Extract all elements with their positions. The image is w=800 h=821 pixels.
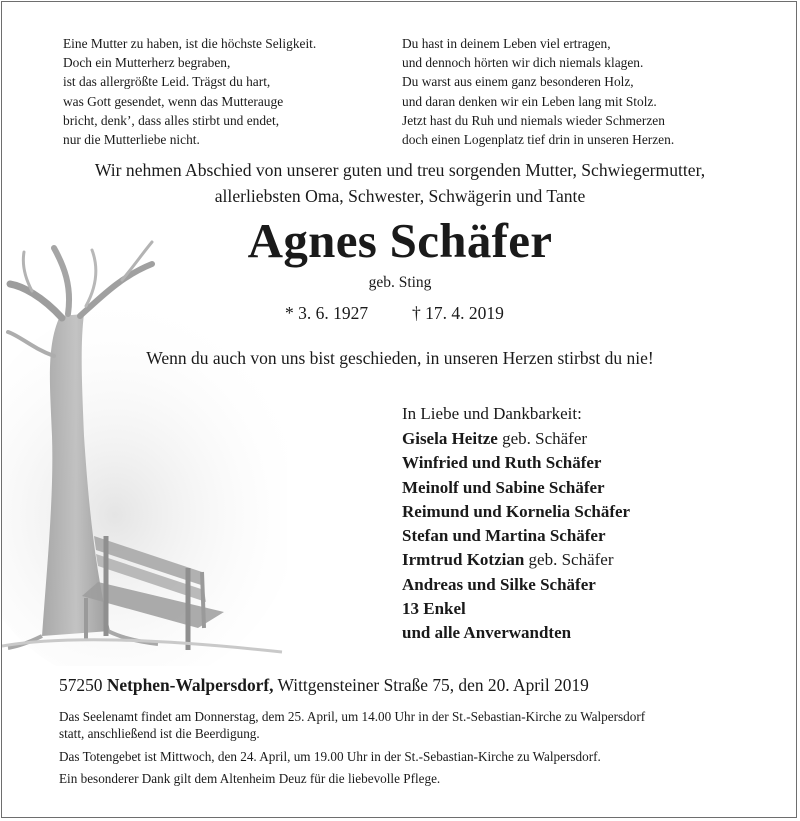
mourner-entry — [402, 500, 630, 524]
note-line: statt, anschließend ist die Beerdigung. — [59, 726, 260, 742]
deceased-name: Agnes Schäfer — [247, 213, 553, 268]
mourner-name: Gisela Heitze — [402, 429, 498, 448]
postcode: 57250 — [59, 675, 103, 695]
place-name: Netphen-Walpersdorf, — [106, 675, 274, 695]
poem-line: ist das allergrößte Leid. Trägst du hart, — [63, 74, 271, 90]
poem-line: Eine Mutter zu haben, ist die höchste Seligkeit. — [63, 36, 317, 51]
mourners-list — [402, 400, 630, 646]
tree-and-bench-illustration — [2, 236, 287, 666]
note-line: Das Seelenamt findet am Donnerstag, dem 25. April, um 14.00 Uhr in der St.-Sebastian-Kirche zu Walpersdorf — [59, 709, 646, 724]
birth-date: * 3. 6. 1927 — [285, 303, 369, 323]
note-line: Das Totengebet ist Mittwoch, den 24. April, um 19.00 Uhr in der St.-Sebastian-Kirche zu Walpersdorf. — [59, 748, 601, 764]
mourner-name: und alle Anverwandten — [402, 623, 572, 643]
mourner-entry — [402, 573, 630, 597]
death-date: † 17. 4. 2019 — [412, 303, 504, 323]
poem-line: bricht, denk’, dass alles stirbt und endet, — [63, 112, 280, 128]
mourner-suffix: geb. Schäfer — [497, 429, 588, 448]
poem-line: doch einen Logenplatz tief drin in unseren Herzen. — [402, 132, 675, 148]
mourner-name: Irmtrud Kotzian — [402, 550, 525, 570]
poem-line: und daran denken wir ein Leben lang mit Stolz. — [402, 93, 657, 109]
intro-line: Wir nehmen Abschied von unserer guten und treu sorgenden Mutter, Schwiegermutter, — [94, 160, 706, 180]
poem-line: was Gott gesendet, wenn das Mutterauge — [63, 93, 284, 109]
mourner-name: Meinolf und Sabine Schäfer — [402, 477, 605, 497]
farewell-intro — [0, 157, 800, 209]
poem-left — [63, 34, 316, 149]
memorial-motto: Wenn du auch von uns bist geschieden, in unseren Herzen stirbst du nie! — [146, 348, 654, 368]
mourner-name: Andreas und Silke Schäfer — [402, 574, 596, 594]
poem-line: Du warst aus einem ganz besonderen Holz, — [402, 74, 634, 90]
mourner-entry — [402, 548, 630, 572]
poem-line: Jetzt hast du Ruh und niemals wieder Schmerzen — [402, 112, 665, 128]
address-rest: Wittgensteiner Straße 75, den 20. April 2019 — [277, 675, 589, 695]
mourner-entry — [402, 621, 630, 645]
mourner-name: Stefan und Martina Schäfer — [402, 526, 606, 546]
intro-line: allerliebsten Oma, Schwester, Schwägerin und Tante — [214, 186, 586, 206]
poem-line: Doch ein Mutterherz begraben, — [63, 55, 231, 71]
mourner-entry — [402, 597, 630, 621]
poem-line: und dennoch hörten wir dich niemals klagen. — [402, 55, 644, 71]
mourner-entry — [402, 476, 630, 500]
mourner-name: 13 Enkel — [402, 599, 466, 619]
poem-line: Du hast in deinem Leben viel ertragen, — [402, 36, 611, 51]
mourners-heading: In Liebe und Dankbarkeit: — [402, 404, 582, 423]
maiden-name: geb. Sting — [368, 274, 432, 291]
address-line — [59, 675, 589, 696]
mourner-entry — [402, 451, 630, 475]
poem-right — [402, 34, 674, 149]
mourner-suffix: geb. Schäfer — [524, 550, 614, 570]
note-line: Ein besonderer Dank gilt dem Altenheim Deuz für die liebevolle Pflege. — [59, 770, 441, 786]
mourner-name: Winfried und Ruth Schäfer — [402, 453, 602, 473]
mourner-entry — [402, 524, 630, 548]
mourner-name: Reimund und Kornelia Schäfer — [402, 501, 631, 521]
poem-line: nur die Mutterliebe nicht. — [63, 132, 200, 148]
service-notes — [59, 708, 645, 787]
mourner-entry — [402, 427, 630, 451]
